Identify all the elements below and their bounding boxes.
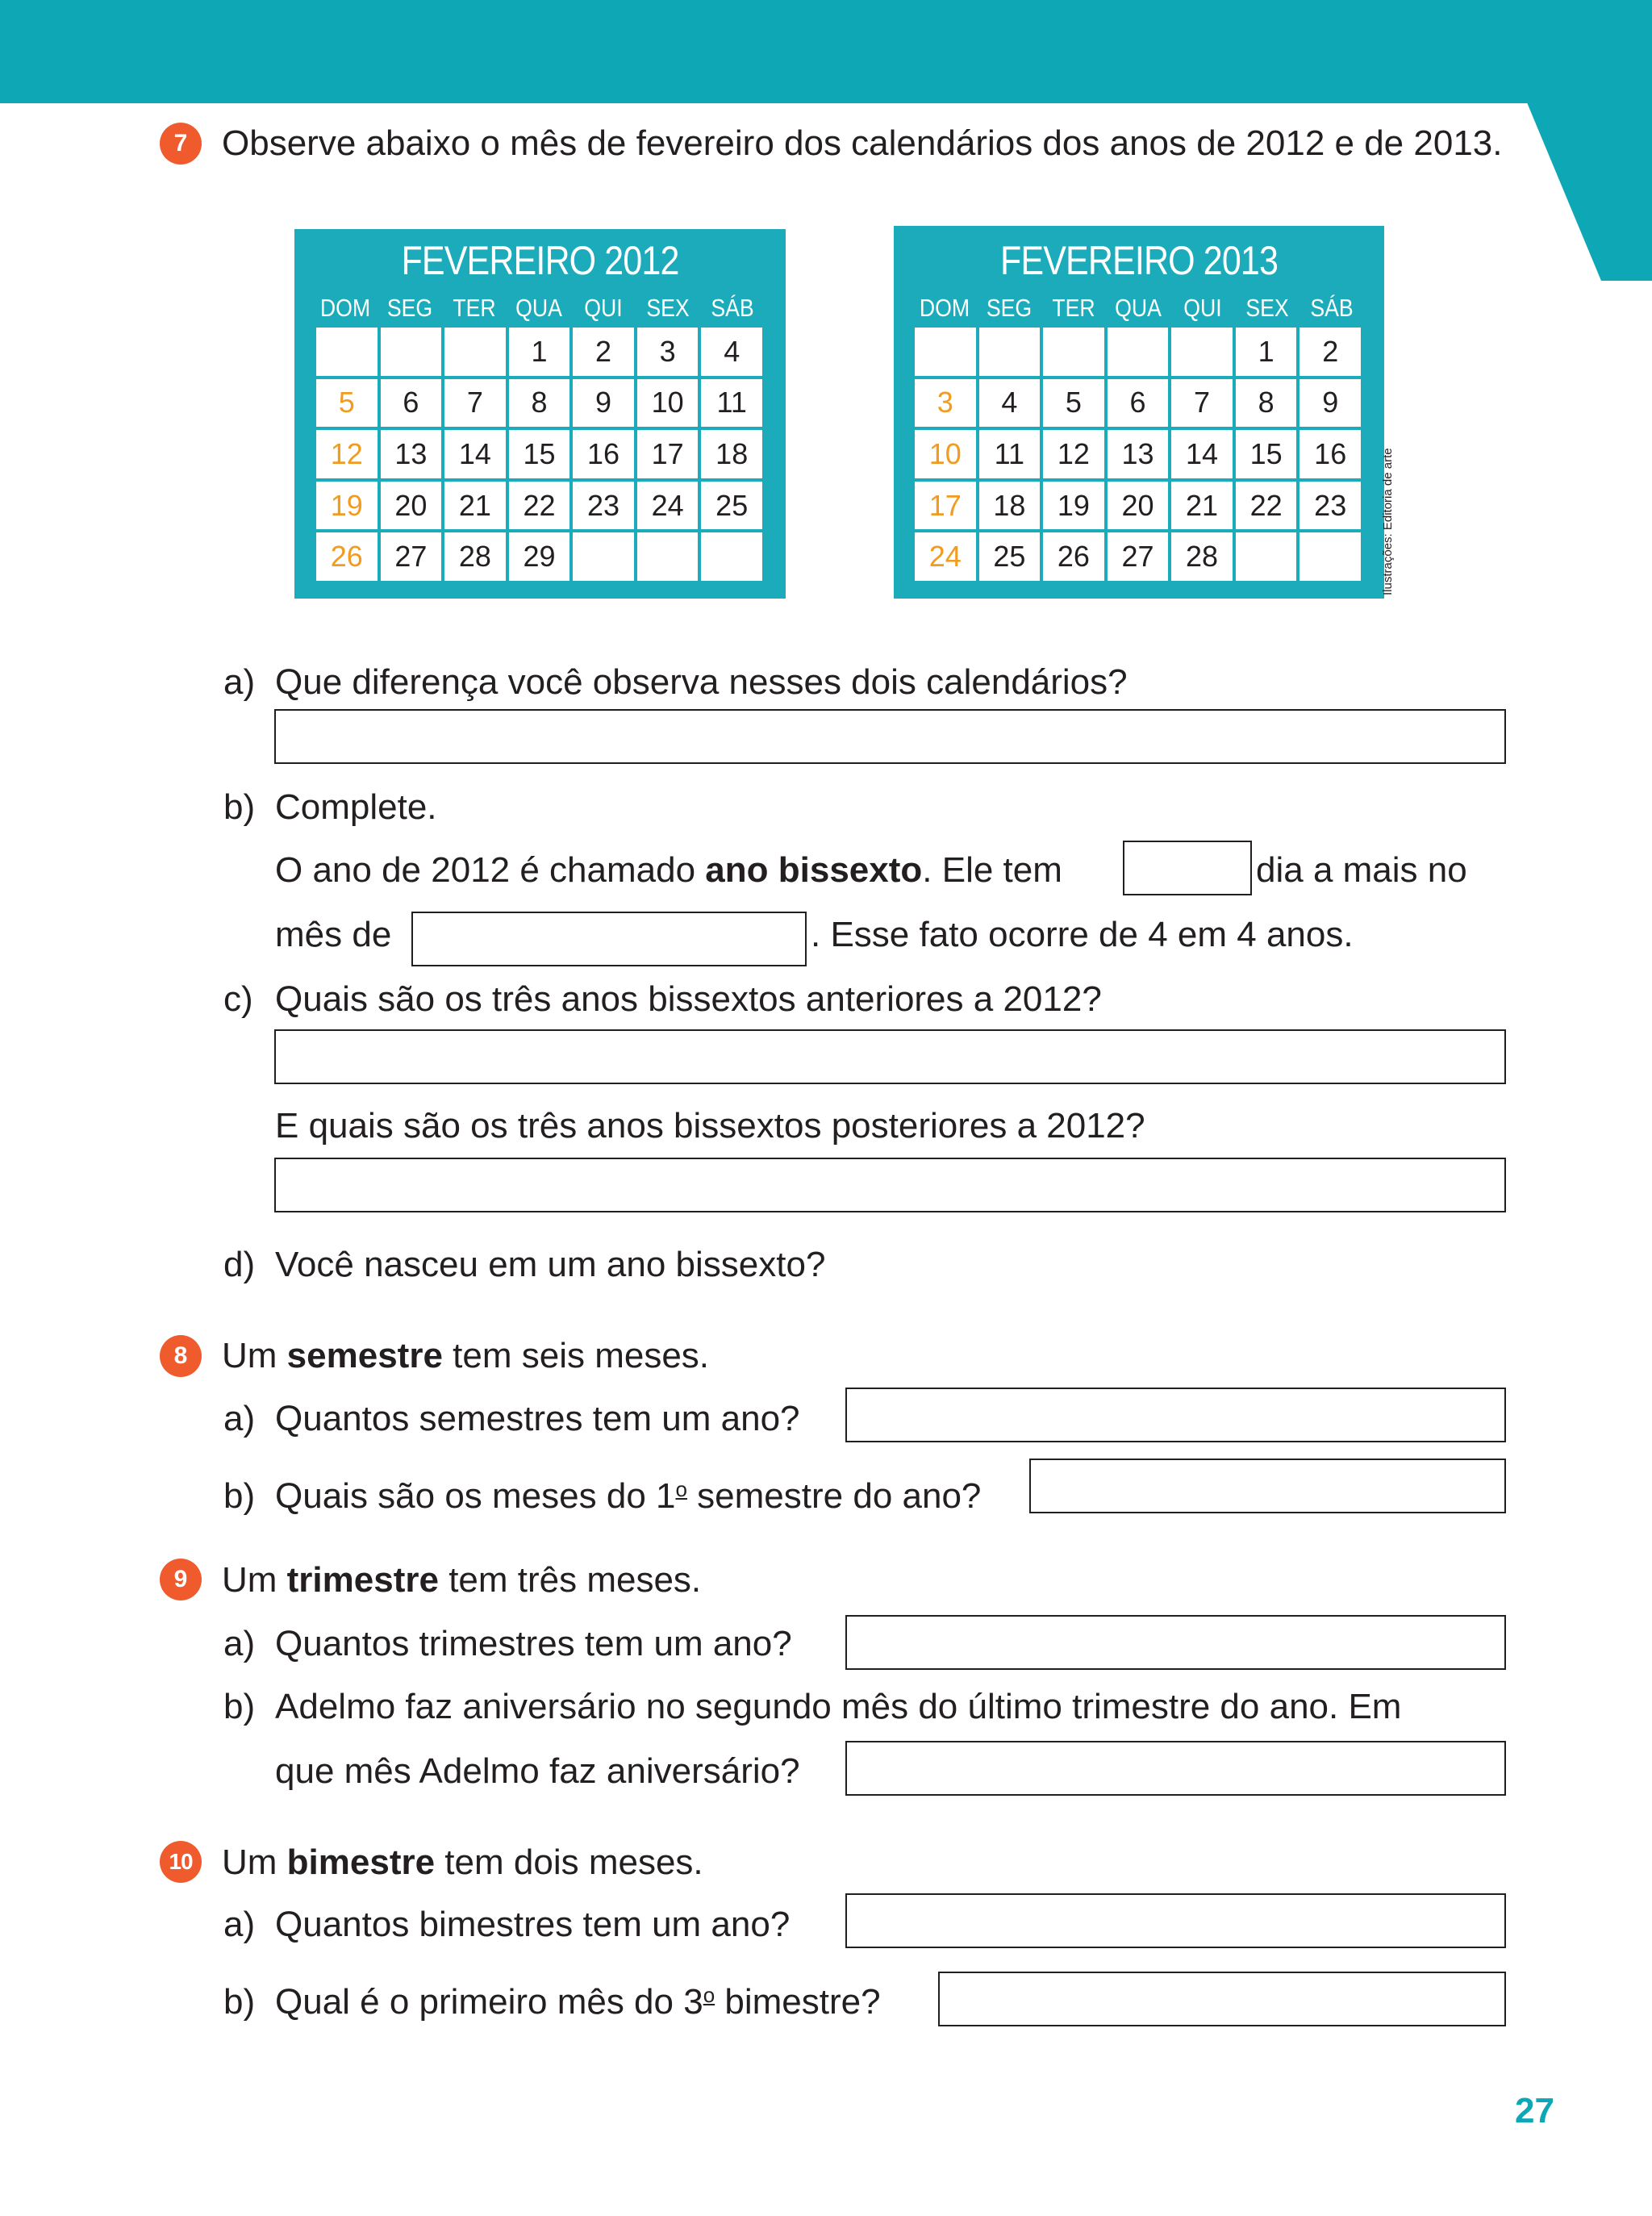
calendar-day: 13 (1108, 430, 1169, 478)
calendar-day: 6 (1108, 379, 1169, 428)
weekday-label: SEG (386, 294, 433, 322)
calendar-february-2012 (294, 229, 786, 599)
q9a-answer-box[interactable] (845, 1615, 1506, 1670)
calendar-day: 15 (509, 430, 570, 478)
calendar-day: 13 (381, 430, 442, 478)
illustration-credit: Ilustrações: Editoria de arte (1381, 448, 1395, 595)
calendar-day: 18 (701, 430, 762, 478)
q8b-question: b) Quais são os meses do 1$^o$ semestre do ano? (223, 1476, 982, 1516)
q7a-text: Que diferença você observa nesses dois calendários? (275, 662, 1128, 702)
q7b-sentence-part3: mês de (275, 915, 392, 954)
q9a-question: a) Quantos trimestres tem um ano? (223, 1624, 792, 1663)
calendar-day: 17 (637, 430, 699, 478)
q7b-sentence-part1: O ano de 2012 é chamado ano bissexto. Ele tem (275, 850, 1062, 890)
weekday-label: SEG (986, 294, 1032, 322)
q7b-text: Complete. (275, 787, 437, 827)
q9b-question: b) Adelmo faz aniversário no segundo mês do último trimestre do ano. Em (223, 1687, 1402, 1726)
item-label: d) (223, 1245, 256, 1284)
weekday-label: SEX (1245, 294, 1289, 322)
item-label: b) (223, 1687, 256, 1726)
calendar-day: 20 (1108, 482, 1169, 530)
calendar-day: 26 (316, 532, 378, 581)
weekday-label: QUA (515, 294, 562, 322)
calendar-day: 10 (637, 379, 699, 428)
calendar-empty-cell (444, 328, 506, 376)
item-label: c) (223, 979, 253, 1019)
item-label: a) (223, 1624, 256, 1663)
calendar-day: 1 (1236, 328, 1297, 376)
calendar-day: 21 (444, 482, 506, 530)
question-number-10: 10 (160, 1841, 202, 1883)
item-label: b) (223, 1476, 256, 1516)
calendar-day: 12 (1043, 430, 1104, 478)
calendar-day: 7 (1171, 379, 1233, 428)
calendar-day: 14 (1171, 430, 1233, 478)
calendar-day: 2 (573, 328, 634, 376)
weekday-label: SÁB (711, 294, 754, 322)
item-label: b) (223, 1982, 256, 2022)
calendar-grid (316, 328, 762, 581)
weekday-label: QUA (1115, 294, 1162, 322)
term-semestre: semestre (286, 1336, 443, 1375)
q10a-question: a) Quantos bimestres tem um ano? (223, 1905, 791, 1944)
weekday-label: SÁB (1310, 294, 1354, 322)
item-label: a) (223, 1399, 256, 1438)
calendar-empty-cell (637, 532, 699, 581)
calendar-day: 22 (509, 482, 570, 530)
q7b-month-answer-box[interactable] (411, 912, 807, 966)
calendar-day: 24 (915, 532, 976, 581)
weekday-label: TER (453, 294, 496, 322)
calendar-day: 23 (1299, 482, 1361, 530)
ordinal-indicator: o (675, 1477, 687, 1501)
calendar-day: 19 (316, 482, 378, 530)
q8b-answer-box[interactable] (1029, 1459, 1506, 1513)
calendar-day: 28 (1171, 532, 1233, 581)
item-label: a) (223, 662, 256, 702)
calendar-day: 16 (573, 430, 634, 478)
weekday-label: DOM (919, 294, 970, 322)
calendar-day: 20 (381, 482, 442, 530)
calendar-title: FEVEREIRO 2013 (999, 238, 1279, 283)
calendar-empty-cell (1236, 532, 1297, 581)
calendar-day: 19 (1043, 482, 1104, 530)
q9b-question-line2: que mês Adelmo faz aniversário? (275, 1751, 800, 1791)
calendar-day: 14 (444, 430, 506, 478)
calendar-day: 9 (1299, 379, 1361, 428)
calendar-day: 18 (979, 482, 1041, 530)
ordinal-indicator: o (703, 1983, 715, 2007)
q7d-question (223, 1244, 825, 1286)
q10-prompt: Um bimestre tem dois meses. (222, 1842, 703, 1882)
weekday-label: QUI (584, 294, 623, 322)
calendar-day: 8 (1236, 379, 1297, 428)
calendar-day: 22 (1236, 482, 1297, 530)
calendar-day: 24 (637, 482, 699, 530)
calendar-day: 15 (1236, 430, 1297, 478)
calendar-day: 3 (915, 379, 976, 428)
calendar-day: 10 (915, 430, 976, 478)
q7c-answer-box-after[interactable] (274, 1158, 1506, 1212)
weekday-label: TER (1052, 294, 1095, 322)
term-ano-bissexto: ano bissexto (705, 850, 923, 890)
calendar-empty-cell (701, 532, 762, 581)
q8-prompt: Um semestre tem seis meses. (222, 1336, 710, 1375)
calendar-day: 4 (979, 379, 1041, 428)
calendar-day: 11 (979, 430, 1041, 478)
calendar-empty-cell (1108, 328, 1169, 376)
calendar-day: 3 (637, 328, 699, 376)
calendar-day: 21 (1171, 482, 1233, 530)
calendar-day: 27 (1108, 532, 1169, 581)
calendar-day: 2 (1299, 328, 1361, 376)
q8a-answer-box[interactable] (845, 1388, 1506, 1442)
question-number-9: 9 (160, 1559, 202, 1600)
calendar-day: 12 (316, 430, 378, 478)
calendar-empty-cell (915, 328, 976, 376)
calendar-day: 4 (701, 328, 762, 376)
calendar-day: 26 (1043, 532, 1104, 581)
q7a-question (223, 661, 1128, 703)
calendar-day: 27 (381, 532, 442, 581)
q7b-question (223, 787, 437, 828)
q7b-sentence-part2: dia a mais no (1256, 850, 1467, 890)
calendar-grid (915, 328, 1361, 581)
q7c-answer-box-before[interactable] (274, 1029, 1506, 1084)
weekday-label: SEX (646, 294, 690, 322)
q7c-text-after: E quais são os três anos bissextos posteriores a 2012? (275, 1106, 1145, 1146)
calendar-day: 28 (444, 532, 506, 581)
calendar-day: 25 (979, 532, 1041, 581)
term-bimestre: bimestre (286, 1842, 436, 1882)
calendar-day: 9 (573, 379, 634, 428)
question-number-8: 8 (160, 1335, 202, 1377)
page-number: 27 (1515, 2091, 1554, 2130)
calendar-day: 8 (509, 379, 570, 428)
calendar-day: 16 (1299, 430, 1361, 478)
calendar-empty-cell (1171, 328, 1233, 376)
calendar-empty-cell (316, 328, 378, 376)
calendar-day: 1 (509, 328, 570, 376)
q10b-question: b) Qual é o primeiro mês do 3$^o$ bimestre? (223, 1982, 881, 2022)
calendar-day: 17 (915, 482, 976, 530)
calendar-day: 29 (509, 532, 570, 581)
question-number-7: 7 (160, 123, 202, 165)
calendar-empty-cell (573, 532, 634, 581)
q7a-answer-box[interactable] (274, 709, 1506, 764)
calendar-day: 11 (701, 379, 762, 428)
weekday-label: DOM (319, 294, 371, 322)
q7c-question (223, 979, 1102, 1020)
q7b-days-answer-box[interactable] (1123, 841, 1252, 895)
q10b-answer-box[interactable] (938, 1972, 1506, 2026)
calendar-day: 25 (701, 482, 762, 530)
weekday-label: QUI (1183, 294, 1222, 322)
q8a-question: a) Quantos semestres tem um ano? (223, 1399, 800, 1438)
q9b-answer-box[interactable] (845, 1741, 1506, 1796)
calendar-day: 6 (381, 379, 442, 428)
calendar-empty-cell (979, 328, 1041, 376)
q10a-answer-box[interactable] (845, 1893, 1506, 1948)
calendar-day: 5 (316, 379, 378, 428)
calendar-day: 7 (444, 379, 506, 428)
q7-prompt: Observe abaixo o mês de fevereiro dos calendários dos anos de 2012 e de 2013. (222, 123, 1503, 163)
term-trimestre: trimestre (286, 1560, 439, 1600)
calendar-february-2013 (894, 226, 1384, 599)
q7c-text: Quais são os três anos bissextos anteriores a 2012? (275, 979, 1102, 1019)
calendar-day: 5 (1043, 379, 1104, 428)
q7d-text: Você nasceu em um ano bissexto? (275, 1245, 826, 1284)
item-label: a) (223, 1905, 256, 1944)
calendar-day: 23 (573, 482, 634, 530)
calendar-title: FEVEREIRO 2012 (401, 238, 679, 283)
item-label: b) (223, 787, 256, 827)
calendar-empty-cell (381, 328, 442, 376)
calendar-empty-cell (1043, 328, 1104, 376)
q7b-sentence-part4: . Esse fato ocorre de 4 em 4 anos. (811, 915, 1354, 954)
calendar-empty-cell (1299, 532, 1361, 581)
q9-prompt: Um trimestre tem três meses. (222, 1560, 702, 1600)
